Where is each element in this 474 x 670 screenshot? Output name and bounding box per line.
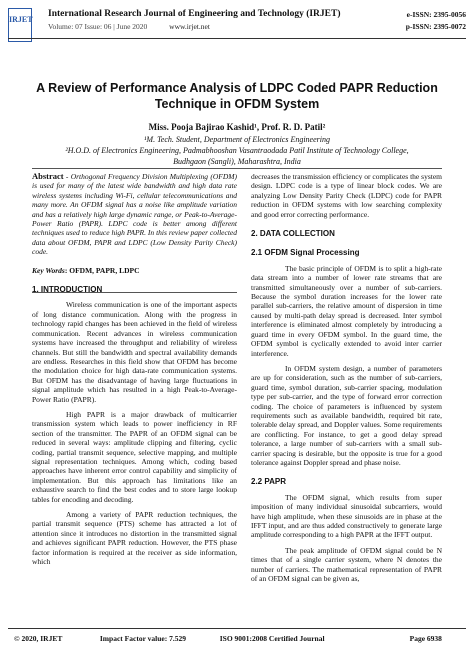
keywords-label: Key Words xyxy=(32,265,65,275)
right-column xyxy=(251,172,442,583)
ofdm-paragraph-1: The basic principle of OFDM is to split a high-rate data stream into a number of lower rate streams that are transmitted simultaneously over a number of sub-carriers. Because the symbol duration increases for the lower rate parallel sub-carriers, the relative amount of dispersion in time caused by multi-path delay spread is decreased. Inter symbol interference is eliminated almost completely by introducing a guard time in every OFDM symbol. In the guard time, the OFDM symbol is cyclically extended to avoid inter carrier interference. xyxy=(251,263,442,358)
footer-impact-factor: Impact Factor value: 7.529 xyxy=(99,634,186,643)
ofdm-signal-processing-heading: 2.1 OFDM Signal Processing xyxy=(251,248,360,258)
keywords xyxy=(32,266,237,275)
journal-title: International Research Journal of Engineering and Technology (IRJET) xyxy=(48,9,341,19)
left-column xyxy=(32,172,237,566)
footer-copyright: © 2020, IRJET xyxy=(14,634,63,643)
page-footer xyxy=(14,634,466,643)
abstract xyxy=(32,172,237,257)
papr-paragraph-2: The peak amplitude of OFDM signal could be N times that of a single carrier system, where N denotes the number of carriers. The mathematical representation of PAPR of an OFDM signal can be given as, xyxy=(251,545,442,584)
footer-iso: ISO 9001:2008 Certified Journal xyxy=(219,634,325,643)
footer-page-number: Page 6938 xyxy=(409,634,442,643)
ofdm-paragraph-2: In OFDM system design, a number of parameters are up for consideration, such as the number of sub-carriers, guard time, symbol duration, sub-carrier spacing, modulation type per sub-carrier, and the type of forward error correction coding. The choice of parameters is influenced by system requirements such as available bandwidth, required bit rate, tolerable delay spread, and Doppler values. Some requirements are conflicting. For instance, to get a good delay spread tolerance, a large number of sub-carriers with a small sub-carrier spacing is desirable, but the opposite is true for a good tolerance against Doppler spread and phase noise. xyxy=(251,363,442,467)
header-divider xyxy=(8,38,466,39)
journal-header xyxy=(0,0,474,66)
intro-paragraph-2: High PAPR is a major drawback of multicarrier transmission system which leads to power inefficiency in RF section of the transmitter. The PAPR of an OFDM signal can be reduced in several ways: amplitude clipping and filtering, cyclic coding, partial transmit sequence, selective mapping, and multiple signal representation techniques. Among which, coding based approaches have inherent error control capability and simplicity of implementation. But this approach has limitations like an exhaustive search to find the best codes and to store large lookup tables for encoding and decoding. xyxy=(32,409,237,504)
keywords-values: : OFDM, PAPR, LDPC xyxy=(64,265,140,275)
abstract-text: - Orthogonal Frequency Division Multiplexing (OFDM) is used for many of the latest wide bandwidth and high data rate wireless systems including Wi-Fi, cellular telecommunications and many more. An OFDM signal has a noise like amplitude variation and has a relatively high large dynamic range, or Peak-to-Average-Power Ratio (PAPR). LDPC code is better among different techniques used to reduce high PAPR. In this review paper collected data about OFDM, PAPR and LDPC (Low Density Parity Check) code. xyxy=(32,172,237,257)
p-issn: p-ISSN: 2395-0072 xyxy=(405,22,466,31)
title-divider xyxy=(32,168,442,169)
logo-text: IRJET xyxy=(9,15,33,24)
paper-title: A Review of Performance Analysis of LDPC Coded PAPR Reduction Technique in OFDM System xyxy=(36,81,438,111)
affiliation-3: Budhgaon (Sangli), Maharashtra, India xyxy=(173,157,301,166)
papr-heading: 2.2 PAPR xyxy=(251,477,286,487)
e-issn: e-ISSN: 2395-0056 xyxy=(406,10,466,19)
papr-paragraph-1: The OFDM signal, which results from super imposition of many individual sinusoidal subcarriers, would have high amplitude, when these sinusoids are in phase at the IFFT input, and are thus added constructively to generate large amplitude corresponding to a high PAPR at the IFFT output. xyxy=(251,492,442,540)
introduction-heading: 1. INTRODUCTION xyxy=(32,285,103,295)
footer-divider xyxy=(8,628,466,629)
affiliation-2: ²H.O.D. of Electronics Engineering, Padmabhooshan Vasantraodada Patil Institute of Technology College, xyxy=(65,146,409,155)
journal-meta xyxy=(48,22,210,31)
paper-authors: Miss. Pooja Bajirao Kashid¹, Prof. R. D. Patil² xyxy=(148,122,326,132)
intro-paragraph-1: Wireless communication is one of the important aspects of long distance communication. Along with the progress in technology rapid changes has been achieved in the field of wireless communication. Recent advances in wireless communication systems have increased the throughput and reliability of wireless channels. But still the bandwidth and spectral availability demands are endless. Researches in this field show that OFDM has become the modulation choice for high data-rate communication systems. But OFDM has the disadvantage of having large fluctuations in signal amplitude which has resulted in a high Peak-to-Average-Power Ratio (PAPR). xyxy=(32,300,237,404)
journal-logo xyxy=(8,8,32,42)
intro-paragraph-3: Among a variety of PAPR reduction techniques, the partial transmit sequence (PTS) scheme has attracted a lot of attention since it introduces no distortion in the transmitted signal and achieves significant PAPR reduction. However, the PTS phase factor information is required at the receiver as side information, which xyxy=(32,510,237,567)
journal-url[interactable]: www.irjet.net xyxy=(169,22,210,31)
affiliation-1: ¹M. Tech. Student, Department of Electronics Engineering xyxy=(144,135,330,144)
abstract-label: Abstract xyxy=(32,171,64,181)
volume-line: Volume: 07 Issue: 06 | June 2020 xyxy=(48,22,148,31)
continued-paragraph: decreases the transmission efficiency or complicates the system design. LDPC code is a type of linear block codes. We are analyzing Low Density Parity Check (LDPC) code for PAPR reduction in OFDM systems with low searching complexity and good error correcting performance. xyxy=(251,172,442,219)
data-collection-heading: 2. DATA COLLECTION xyxy=(251,229,335,239)
